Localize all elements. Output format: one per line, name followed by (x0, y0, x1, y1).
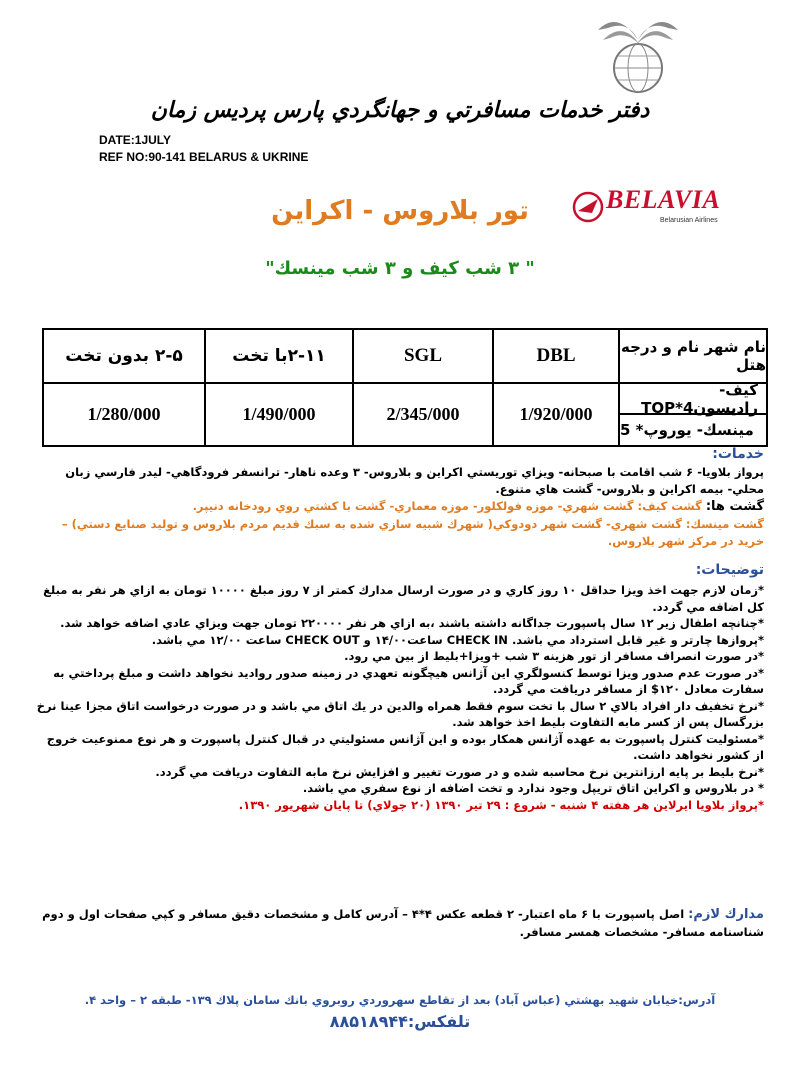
header-dbl: DBL (494, 330, 620, 384)
note-item: *در صورت انصراف مسافر از تور هزينه ۳ شب +ويزا+بليط از بين مي رود. (344, 649, 764, 663)
belavia-emblem-icon (572, 189, 604, 225)
footer-phone: تلفكس:۸۸۵۱۸۹۴۴ (329, 1012, 471, 1031)
hotel-kiev: كيف- راديسونTOP*4 (620, 384, 766, 415)
footer-address: آدرس:خيابان شهيد بهشتي (عباس آباد) بعد از تقاطع سهروردي روبروي بانك سامان پلاك ۱۳۹- طبقه ۲ – واحد ۴. (84, 993, 716, 1007)
notes-list (36, 582, 764, 813)
header-hotel: نام شهر نام و درجه هتل (620, 330, 766, 384)
note-item: *نرخ تخفيف دار افراد بالاي ۲ سال با تخت سوم فقط همراه والدين در يك اتاق مي باشد و در صورت درخواست اتاق مجزا عينا نرخ بزرگسال پس از كسر مابه التفاوت بليط اخذ خواهد شد. (36, 698, 764, 729)
globe-wings-icon (588, 10, 688, 100)
belavia-tagline: Belarusian Airlines (660, 217, 718, 224)
documents-block (36, 906, 764, 940)
date-line: DATE:1JULY (99, 133, 172, 147)
price-child-bed: 1/490/000 (206, 384, 354, 445)
minsk-tour: گشت مينسك: گشت شهري- گشت شهر دودوكي( شهرك شبيه سازي شده به سبك قديم مردم بلاروس و توليد صنايع دستي) – خريد در مركز شهر بلاروس. (61, 517, 764, 548)
note-item: *زمان لازم جهت اخذ ويزا حداقل ۱۰ روز كاري و در صورت ارسال مدارك كمتر از ۷ روز مبلغ ۱۰۰۰۰ تومان به ازاي هر نفر به مبلغ كل اضافه مي گردد. (43, 583, 764, 614)
tour-title: تور بلاروس - اكراين (271, 196, 529, 226)
note-item: *مسئوليت كنترل پاسپورت به عهده آژانس همكار بوده و اين آژانس مسئوليتي در قبال كنترل پاسپورت و هر نوع ممنوعيت خروج از كشور نخواهد داشت. (46, 731, 764, 762)
note-item: * در بلاروس و اكراين اتاق تريپل وجود ندارد و تخت اضافه از نوع سفري مي باشد. (302, 781, 764, 795)
note-item: *چنانچه اطفال زير ۱۲ سال پاسپورت جداگانه داشته باشند ،به ازاي هر نفر ۲۲۰۰۰۰ تومان جهت ويزاي عادي اضافه خواهد شد. (60, 616, 764, 630)
hotel-minsk: مينسك- يوروپ* 5 (620, 421, 754, 439)
reference-number: REF NO:90-141 BELARUS & UKRINE (99, 150, 309, 164)
price-dbl: 1/920/000 (494, 384, 620, 445)
documents-heading: مدارك لازم: (688, 907, 764, 922)
header-sgl: SGL (354, 330, 494, 384)
belavia-wordmark: BELAVIA (606, 185, 721, 214)
notes-heading: توضيحات: (695, 562, 764, 578)
note-item: *در صورت عدم صدور ويزا توسط كنسولگري اين آژانس هيچگونه تعهدي در زمينه صدور رواديد نخواهد داشت و مبلغ پرداختي به سفارت معادل ۱۲۰$ از مسافر دريافت مي گردد. (53, 665, 764, 696)
price-sgl: 2/345/000 (354, 384, 494, 445)
services-heading: خدمات: (712, 446, 764, 462)
documents-text: اصل پاسپورت با ۶ ماه اعتبار- ۲ قطعه عكس ۴*۴ – آدرس كامل و مشخصات دقيق مسافر و كپي صفحات اول و دوم شناسنامه مسافر- مشخصات همسر مسافر. (42, 907, 764, 939)
flight-note: *پرواز بلاويا ايرلاين هر هفته ۴ شنبه - شروع : ۲۹ تير ۱۳۹۰ (۲۰ جولاي) تا پايان شهريور ۱۳۹۰. (238, 797, 764, 812)
note-item: *نرخ بليط بر پايه ارزانترين نرخ محاسبه شده و در صورت تغيير و افزايش نرخ مابه التفاوت دريافت مي گردد. (155, 764, 764, 779)
kiev-tour-line (36, 498, 764, 516)
tours-label: گشت ها: (705, 499, 764, 514)
agency-logo (588, 10, 688, 100)
header-child-nobed: ۲-۵ بدون تخت (44, 330, 206, 384)
price-table (42, 328, 768, 447)
agency-title: دفتر خدمات مسافرتي و جهانگردي پارس پرديس زمان (150, 98, 650, 123)
services-text: پرواز بلاويا- ۶ شب اقامت با صبحانه- ويزاي توريستي اكراين و بلاروس- ۳ وعده ناهار- ترانسفر فرودگاهي- ليدر فارسي زبان محلي- بيمه اكراين و بلاروس- گشت هاي متنوع. (65, 465, 764, 496)
belavia-logo (572, 185, 722, 235)
price-child-nobed: 1/280/000 (44, 384, 206, 445)
tour-subtitle: " ۳ شب كيف و ۳ شب مينسك" (265, 258, 535, 279)
note-item: *پروازها چارتر و غير قابل استرداد مي باشد. CHECK IN ساعت۱۴/۰۰ و CHECK OUT ساعت ۱۲/۰۰ مي باشد. (151, 632, 764, 647)
header-child-bed: ۲-۱۱با تخت (206, 330, 354, 384)
kiev-tour: گشت كيف: گشت شهري- موزه فولكلور- موزه معماري- گشت با كشتي روي رودخانه دنيپر. (192, 499, 702, 513)
